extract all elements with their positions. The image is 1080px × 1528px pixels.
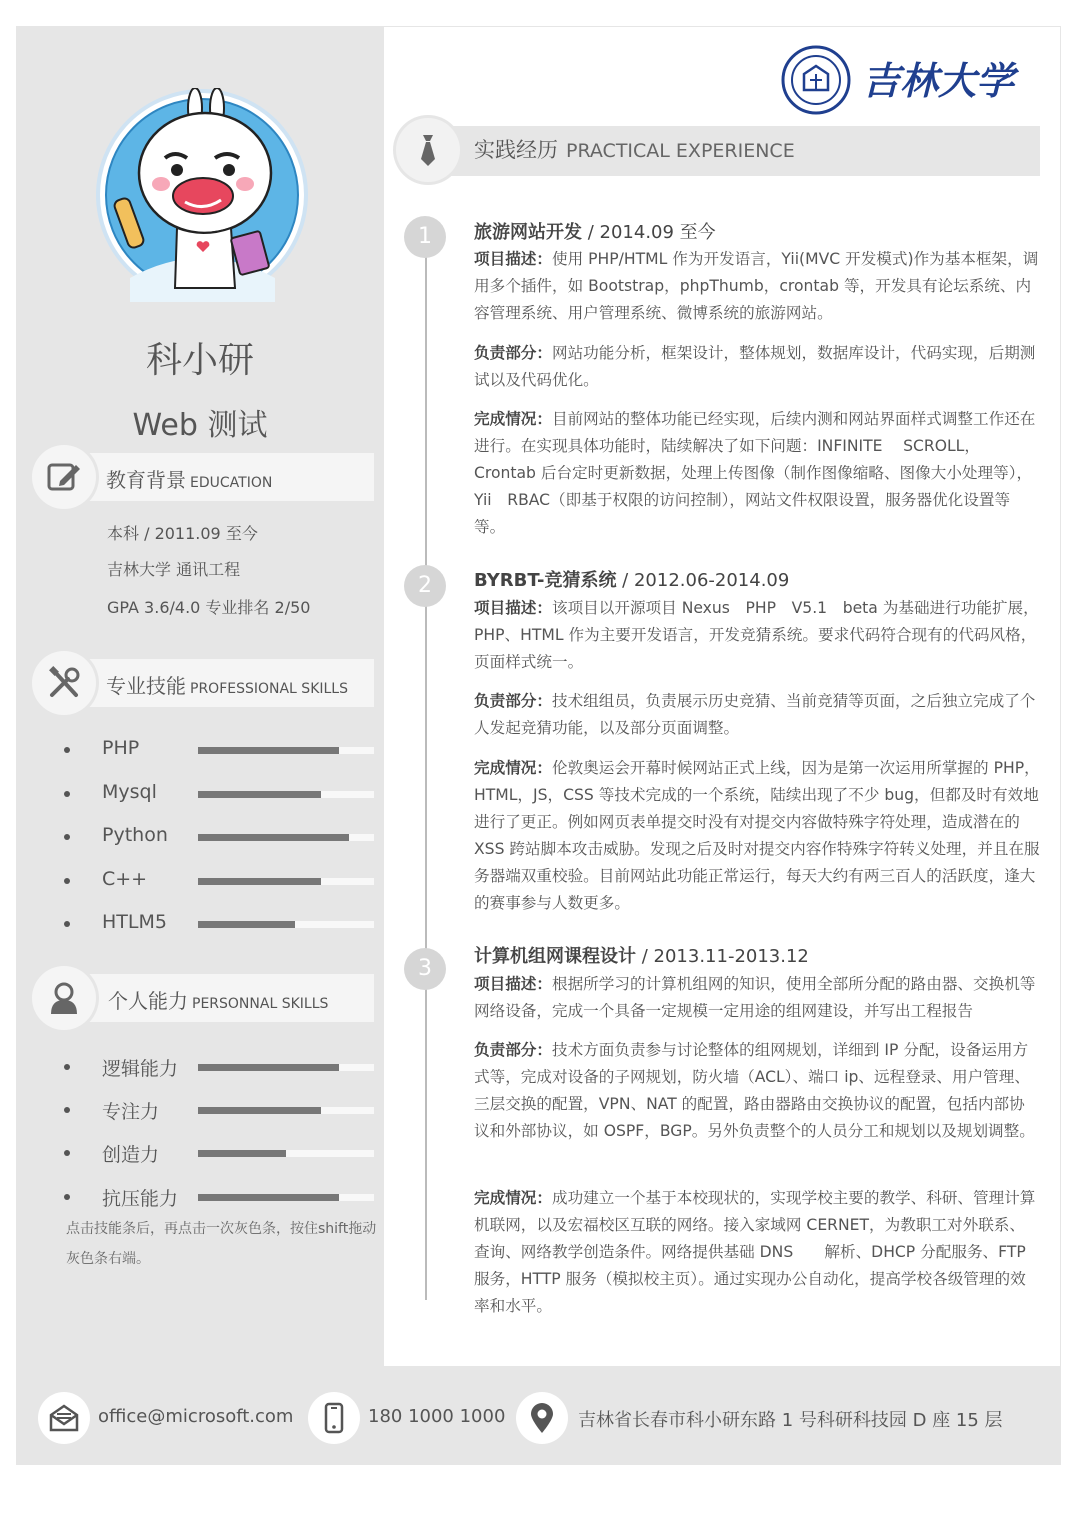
skill-bar-fill[interactable] [198,747,339,754]
skill-bar[interactable] [198,878,374,885]
skill-label: Mysql [102,781,157,803]
skill-row [60,735,374,765]
abilities-title-en: PERSONNAL SKILLS [192,996,329,1012]
bullet-icon [64,747,70,753]
project-duty [474,340,1040,394]
result-label: 完成情况： [474,410,552,428]
skill-bar[interactable] [198,747,374,754]
location-icon-circle [516,1392,568,1444]
contact-address: 吉林省长春市科小研东路 1 号科研科技园 D 座 15 层 [578,1410,1003,1431]
ability-bar[interactable] [198,1064,374,1071]
skill-row [60,866,374,896]
location-pin-icon [526,1402,558,1434]
skill-bar-fill[interactable] [198,834,349,841]
bullet-icon [64,791,70,797]
education-title-zh: 教育背景 [106,468,186,492]
abilities-title-zh: 个人能力 [108,989,188,1013]
edit-icon [46,459,82,495]
duty-label: 负责部分： [474,692,552,710]
timeline-line [425,230,427,1300]
result-text: 成功建立一个基于本校现状的，实现学校主要的教学、科研、管理计算机联网，以及宏福校区互联的网络。接入家域网 CERNET，为教职工对外联系、查询、网络教学创造条件。网络提供基础 DNS 解析、DHCP 分配服务、FTP 服务，HTTP 服务（模拟校主页）。通过实现办公自动化，提高学校各级管理的效率和水平。 [474,1189,1036,1315]
education-degree: 本科 / 2011.09 至今 [107,524,258,543]
project-duty [474,1037,1040,1145]
phone-icon-circle [308,1392,360,1444]
project-date: / 2012.06-2014.09 [616,570,790,591]
education-gpa: GPA 3.6/4.0 专业排名 2/50 [107,598,311,617]
skill-row [60,909,374,939]
description-text: 根据所学习的计算机组网的知识，使用全部所分配的路由器、交换机等网络设备，完成一个具备一定规模一定用途的组网建设，并写出工程报告 [474,975,1036,1020]
phone-icon [318,1402,350,1434]
description-text: 使用 PHP/HTML 作为开发语言，Yii(MVC 开发模式)作为基本框架，调用多个插件，如 Bootstrap，phpThumb，crontab 等，开发具有论坛系统、内容管理系统、用户管理系统、微博系统的旅游网站。 [474,250,1039,322]
result-label: 完成情况： [474,759,552,777]
skill-label: HTLM5 [102,911,167,933]
project-result [474,755,1040,917]
contact-email[interactable]: office@microsoft.com [98,1406,294,1427]
project-result [474,1185,1040,1320]
education-title [106,464,272,493]
profile-name: 科小研 [145,340,254,381]
bullet-icon [64,1064,70,1070]
result-text: 伦敦奥运会开幕时候网站正式上线，因为是第一次运用所掌握的 PHP，HTML，JS，CSS 等技术完成的一个系统，陆续出现了不少 bug，但都及时有效地进行了更正。例如网页表单提交时没有对提交内容做特殊字符处理，造成潜在的 XSS 跨站脚本攻击威胁。发现之后及时对提交内容作特殊字符转义处理，并且在服务器端双重校验。目前网站此功能正常运行，每天大约有两三百人的活跃度，逢大的赛事参与人数更多。 [474,759,1040,912]
bullet-icon [64,1107,70,1113]
abilities-title [108,985,328,1014]
education-school: 吉林大学 通讯工程 [107,560,241,579]
description-label: 项目描述： [474,975,552,993]
project-date: / 2014.09 至今 [582,222,716,243]
bullet-icon [64,1194,70,1200]
timeline-marker: 1 [404,216,446,258]
skill-label: C++ [102,868,148,890]
skill-bar-fill[interactable] [198,921,295,928]
ability-bar-fill[interactable] [198,1107,321,1114]
university-logo [780,44,1040,116]
ability-bar[interactable] [198,1194,374,1201]
project-title [474,566,789,592]
university-logo-text: 吉林大学 [862,58,1015,103]
ability-bar[interactable] [198,1107,374,1114]
skill-row [60,822,374,852]
skill-bar[interactable] [198,834,374,841]
project-title [474,942,809,968]
ability-label: 抗压能力 [102,1188,179,1210]
ability-bar[interactable] [198,1150,374,1157]
duty-label: 负责部分： [474,1041,552,1059]
skills-title-zh: 专业技能 [106,674,186,698]
skill-bar-hint: 点击技能条后，再点击一次灰色条，按住shift拖动灰色条右端。 [66,1221,377,1267]
ability-label: 专注力 [102,1101,160,1123]
ability-bar-fill[interactable] [198,1194,339,1201]
contact-phone[interactable]: 180 1000 1000 [368,1406,506,1427]
skill-bar-fill[interactable] [198,791,321,798]
result-text: 目前网站的整体功能已经实现，后续内测和网站界面样式调整工作还在进行。在实现具体功能时，陆续解决了如下问题：INFINITE SCROLL，Crontab 后台定时更新数据，处理上传图像（制作图像缩略、图像大小处理等），Yii RBAC（即基于权限的访问控制），网站文件权限设置，服务器优化设置等等。 [474,410,1036,536]
abilities-header-circle [32,966,96,1030]
ability-bar-fill[interactable] [198,1150,286,1157]
bullet-icon [64,834,70,840]
ability-row [60,1138,374,1168]
ability-label: 创造力 [102,1144,160,1166]
bullet-icon [64,1150,70,1156]
skill-label: PHP [102,737,140,759]
project-name: BYRBT-竞猜系统 [474,570,617,591]
project-title [474,218,716,244]
timeline-marker: 3 [404,948,446,990]
skills-title-en: PROFESSIONAL SKILLS [190,681,348,697]
ability-row [60,1182,374,1212]
skill-label: Python [102,824,168,846]
ability-row [60,1052,374,1082]
project-description [474,971,1040,1025]
experience-title [474,134,795,164]
skill-bar-fill[interactable] [198,878,321,885]
duty-text: 技术方面负责参与讨论整体的组网规划，详细到 IP 分配，设备运用方式等，完成对设备的子网规划，防火墙（ACL）、端口 ip、远程登录、用户管理、三层交换的配置，VPN、NAT 的配置，路由器路由交换协议的配置，包括内部协议和外部协议，如 OSPF，BGP。另外负责整个的人员分工和规划以及规划调整。 [474,1041,1035,1140]
profile-role: Web 测试 [132,408,268,443]
description-label: 项目描述： [474,599,552,617]
ability-bar-fill[interactable] [198,1064,339,1071]
education-title-en: EDUCATION [190,475,273,491]
description-label: 项目描述： [474,250,552,268]
tie-icon [410,132,446,168]
person-icon [46,980,82,1016]
skills-header-circle [32,651,96,715]
email-icon-circle [38,1392,90,1444]
skill-bar[interactable] [198,921,374,928]
project-date: / 2013.11-2013.12 [636,946,809,967]
result-label: 完成情况： [474,1189,552,1207]
timeline-marker: 2 [404,565,446,607]
skills-title [106,670,348,699]
tools-icon [46,665,82,701]
bullet-icon [64,878,70,884]
project-name: 计算机组网课程设计 [474,946,636,967]
experience-title-zh: 实践经历 [474,138,558,162]
skill-row [60,779,374,809]
experience-header-circle [396,118,460,182]
project-result [474,406,1040,541]
duty-text: 网站功能分析，框架设计，整体规划，数据库设计，代码实现，后期测试以及代码优化。 [474,344,1036,389]
bullet-icon [64,921,70,927]
duty-label: 负责部分： [474,344,552,362]
skill-bar[interactable] [198,791,374,798]
project-name: 旅游网站开发 [474,222,582,243]
ability-row [60,1095,374,1125]
email-icon [48,1402,80,1434]
experience-title-en: PRACTICAL EXPERIENCE [566,140,795,162]
ability-label: 逻辑能力 [102,1058,179,1080]
description-text: 该项目以开源项目 Nexus PHP V5.1 beta 为基础进行功能扩展，PHP、HTML 作为主要开发语言，开发竞猜系统。要求代码符合现有的代码风格，页面样式统一。 [474,599,1039,671]
avatar [95,88,309,302]
education-header-circle [32,445,96,509]
project-duty [474,688,1040,742]
project-description [474,595,1040,676]
duty-text: 技术组组员，负责展示历史竞猜、当前竞猜等页面，之后独立完成了个人发起竞猜功能，以及部分页面调整。 [474,692,1036,737]
project-description [474,246,1040,327]
